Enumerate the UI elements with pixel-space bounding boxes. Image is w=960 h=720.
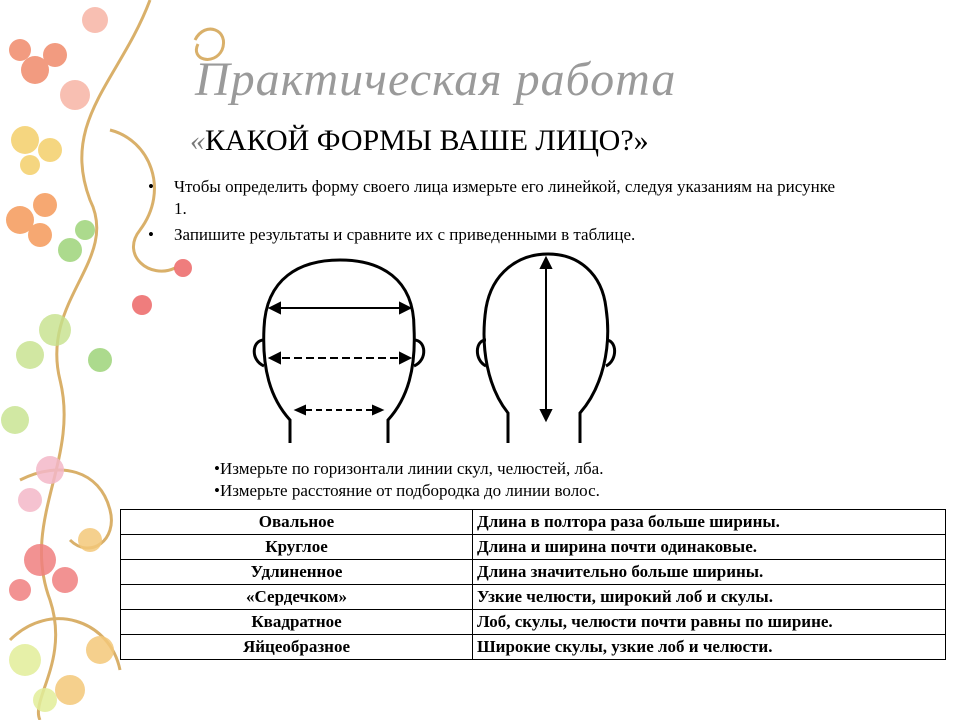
bullet-icon: •: [148, 225, 154, 244]
measure-notes: [214, 458, 603, 502]
instruction-item: [148, 176, 848, 220]
measure-note: •Измерьте расстояние от подбородка до линии волос.: [214, 481, 600, 500]
front-face-outline: [264, 260, 415, 443]
instruction-text: Запишите результаты и сравните их с приведенными в таблице.: [174, 225, 636, 244]
slide-title: Практическая работа: [195, 53, 677, 106]
shape-name-cell: Круглое: [121, 535, 473, 560]
face-shape-table: [120, 509, 946, 660]
shape-name-cell: Удлиненное: [121, 560, 473, 585]
instruction-item: [148, 224, 848, 246]
subtitle-text: КАКОЙ ФОРМЫ ВАШЕ ЛИЦО?: [205, 124, 634, 157]
instruction-list: [148, 176, 848, 250]
shape-description-cell: Длина в полтора раза больше ширины.: [473, 510, 946, 535]
slide-subtitle: [190, 124, 649, 158]
shape-name-cell: Яйцеобразное: [121, 635, 473, 660]
shape-description-cell: Узкие челюсти, широкий лоб и скулы.: [473, 585, 946, 610]
table-row: [121, 510, 946, 535]
shape-description-cell: Лоб, скулы, челюсти почти равны по ширине.: [473, 610, 946, 635]
shape-name-cell: Овальное: [121, 510, 473, 535]
table-row: [121, 585, 946, 610]
shape-description-cell: Широкие скулы, узкие лоб и челюсти.: [473, 635, 946, 660]
table-row: [121, 560, 946, 585]
table-row: [121, 535, 946, 560]
face-diagram: [230, 248, 650, 448]
shape-description-cell: Длина значительно больше ширины.: [473, 560, 946, 585]
measure-note: •Измерьте по горизонтали линии скул, челюстей, лба.: [214, 459, 604, 478]
subtitle-close-quote: »: [633, 124, 649, 157]
subtitle-open-quote: «: [190, 124, 205, 157]
shape-name-cell: Квадратное: [121, 610, 473, 635]
table-row: [121, 635, 946, 660]
shape-description-cell: Длина и ширина почти одинаковые.: [473, 535, 946, 560]
table-row: [121, 610, 946, 635]
instruction-text: Чтобы определить форму своего лица измерьте его линейкой, следуя указаниям на рисунке 1.: [174, 177, 836, 218]
bullet-icon: •: [148, 177, 154, 196]
shape-name-cell: «Сердечком»: [121, 585, 473, 610]
